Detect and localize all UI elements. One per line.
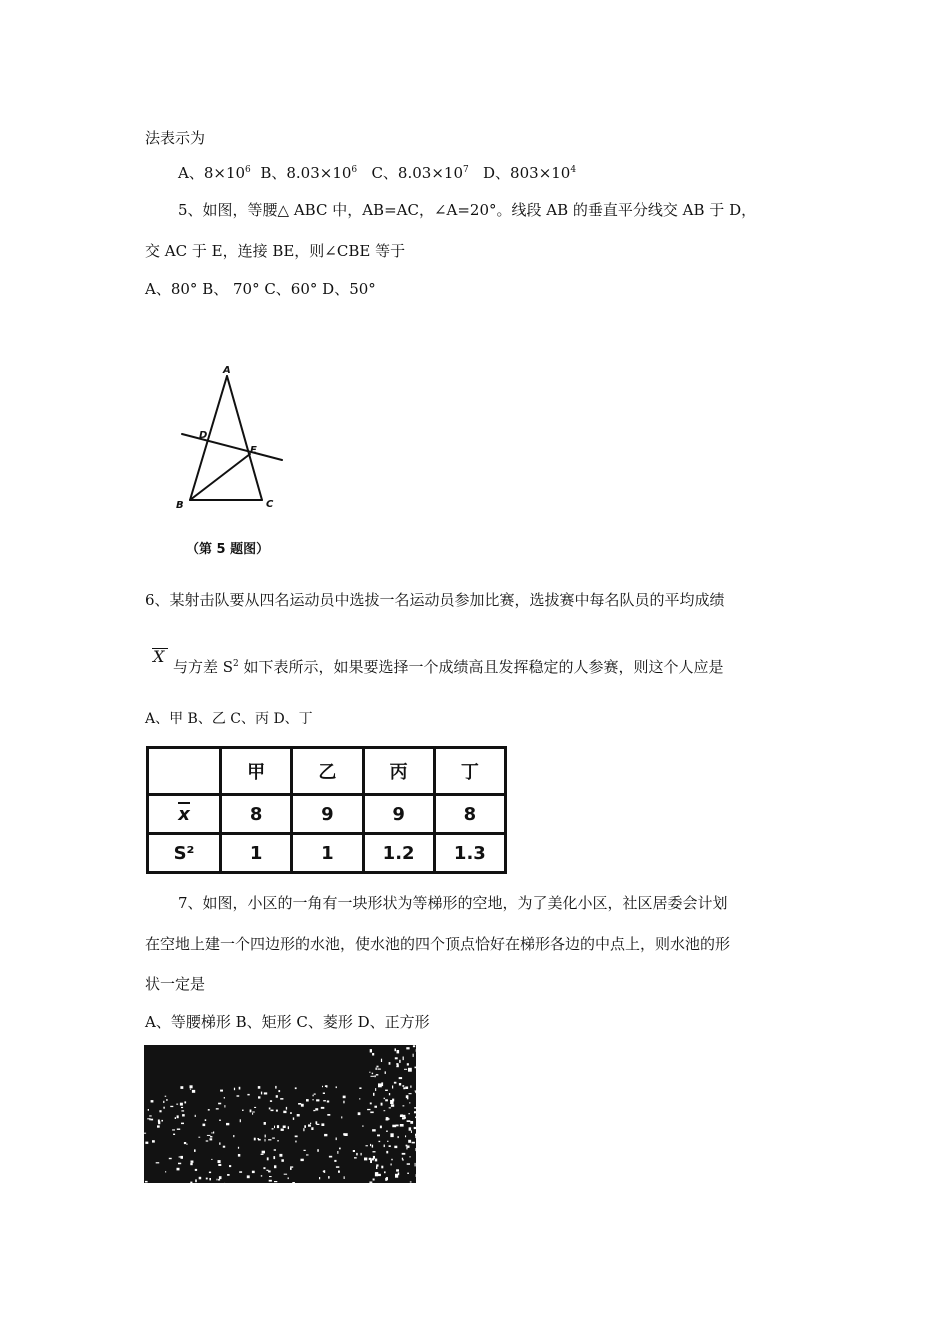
table-cell: 1 — [221, 834, 292, 873]
label-a: A — [223, 365, 231, 376]
row-label: S² — [148, 834, 221, 873]
figure-caption: （第 5 题图） — [186, 542, 270, 557]
q7-text-2: 在空地上建一个四边形的水池，使水池的四个顶点恰好在梯形各边的中点上，则水池的形 — [145, 935, 731, 953]
label-e: E — [250, 445, 257, 456]
text-line: 法表示为 — [145, 129, 206, 147]
text-segment: 如下表所示，如果要选择一个成绩高且发挥稳定的人参赛，则这个人应是 — [238, 658, 724, 676]
q5-text-2: 交 AC 于 E，连接 BE，则∠CBE 等于 — [145, 242, 406, 260]
table-header-cell: 乙 — [292, 748, 363, 795]
table-cell: 8 — [221, 795, 292, 834]
q6-text-2 — [173, 657, 724, 677]
exponent: 2 — [233, 659, 239, 669]
x-symbol: X — [153, 647, 165, 666]
q4-options — [178, 163, 576, 183]
label-c: C — [266, 499, 274, 510]
x-bar-label: x — [178, 803, 190, 825]
option-d: D、803×10 — [483, 164, 571, 182]
table-cell: 9 — [363, 795, 434, 834]
table-cell: 1.2 — [363, 834, 434, 873]
label-d: D — [199, 430, 208, 441]
option-b: B、8.03×10 — [260, 164, 352, 182]
table-cell: 1 — [292, 834, 363, 873]
scanned-figure-image — [144, 1045, 416, 1183]
q5-options: A、80° B、 70° C、60° D、50° — [145, 280, 376, 298]
triangle-figure — [170, 360, 290, 510]
q7-text-3: 状一定是 — [145, 975, 206, 993]
text-segment: 与方差 S — [173, 658, 234, 676]
table-cell: 9 — [292, 795, 363, 834]
exponent: 4 — [570, 165, 577, 175]
x-bar-symbol — [150, 646, 172, 670]
table-header-cell: 丁 — [434, 748, 505, 795]
table-header-row — [148, 748, 506, 795]
table-header-cell: 甲 — [221, 748, 292, 795]
option-c: C、8.03×10 — [371, 164, 463, 182]
q7-text-1: 7、如图，小区的一角有一块形状为等梯形的空地，为了美化小区，社区居委会计划 — [178, 894, 728, 912]
table-cell: 8 — [434, 795, 505, 834]
perpendicular-bisector — [182, 434, 282, 460]
q5-text-1: 5、如图，等腰△ ABC 中，AB=AC，∠A=20°。线段 AB 的垂直平分线交 AB 于 D， — [178, 201, 757, 219]
exponent: 7 — [462, 165, 469, 175]
label-b: B — [176, 500, 184, 510]
q6-text-1: 6、某射击队要从四名运动员中选拔一名运动员参加比赛，选拔赛中每名队员的平均成绩 — [145, 591, 725, 609]
row-label — [148, 795, 221, 834]
exponent: 6 — [245, 165, 251, 175]
q6-options: A、甲 B、乙 C、丙 D、丁 — [145, 711, 313, 727]
score-table — [146, 746, 507, 874]
exponent: 6 — [351, 165, 358, 175]
side-ac — [227, 376, 262, 500]
table-header-cell — [148, 748, 221, 795]
table-header-cell: 丙 — [363, 748, 434, 795]
q7-options: A、等腰梯形 B、矩形 C、菱形 D、正方形 — [145, 1013, 430, 1031]
table-cell: 1.3 — [434, 834, 505, 873]
table-row — [148, 795, 506, 834]
segment-be — [190, 454, 250, 500]
option-a: A、8×10 — [178, 164, 246, 182]
table-row — [148, 834, 506, 873]
